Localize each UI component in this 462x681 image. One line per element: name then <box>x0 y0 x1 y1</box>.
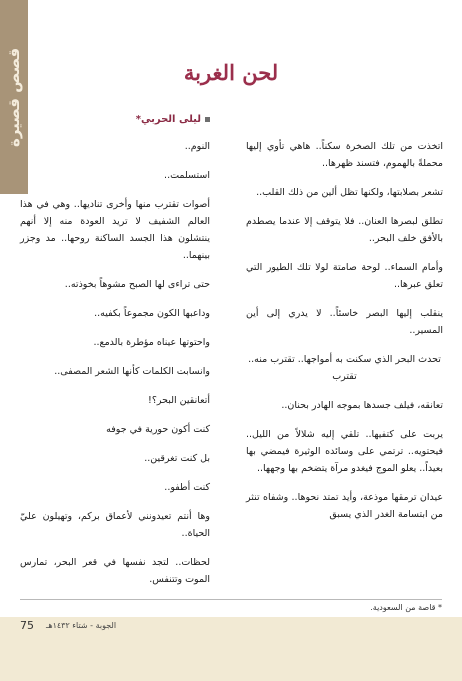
paragraph: أتعانقين البحر؟! <box>148 395 210 406</box>
paragraph: تحدث البحر الذي سكنت به أمواجها.. تقترب منه.. تقترب <box>248 354 441 382</box>
paragraph: وأمام السماء.. لوحة صامتة لولا تلك الطيور التي تعلق عبرها.. <box>246 262 443 290</box>
paragraph: واحتوتها عيناه مؤطرة بالدمع.. <box>93 337 210 348</box>
paragraph: حتى تراءى لها الصبح مشوهاً بخوذته.. <box>64 279 210 290</box>
author-line <box>20 114 210 125</box>
paragraph: تعانقه، فيلف جسدها بموجه الهادر بحنان.. <box>281 400 443 411</box>
page-number: 75 <box>20 619 34 632</box>
right-text-column <box>246 138 443 535</box>
paragraph: النوم.. <box>184 141 210 152</box>
paragraph: يربت على كتفيها.. تلقي إليه شلالاً من الليل.. فيحتويه.. ترتمي على وسائده الوثيرة فيمضي بها بعيداً.. يعلو الموج فيغدو مرآة يتضخم بها وجهها.. <box>246 429 443 474</box>
paragraph: وداعبها الكون مجموعاً بكفيه.. <box>94 308 210 319</box>
paragraph: تشعر بصلابتها، ولكنها تظل ألين من ذلك القلب.. <box>256 187 443 198</box>
paragraph: عيدان ترمقها موذعة، وأيد تمتد نحوها.. وشفاه تنثر من ابتسامة الغدر الذي يسبق <box>246 492 443 520</box>
paragraph: استسلمت.. <box>164 170 210 181</box>
paragraph: لحظات.. لتجد نفسها في قعر البحر، تمارس الموت وتتنفس. <box>20 557 210 585</box>
paragraph: وها أنتم تعيدونني لأعماق بركم، وتهيلون عليّ الحياة.. <box>20 511 210 539</box>
paragraph: أصوات تقترب منها وأخرى تناديها.. وهي في هذا العالم الشفيف لا تريد العودة منه إلا أنهم ينتشلون هذا الجسد الساكنة روحها.. مد وجزر بينهما.. <box>20 199 210 261</box>
paragraph: وانسابت الكلمات كأنها الشعر المصفى.. <box>54 366 210 377</box>
footnote: * قاصة من السعودية. <box>20 599 442 612</box>
section-label: قصص قصيرة <box>5 47 23 147</box>
paragraph: ينقلب إليها البصر خاسئاً.. لا يدري إلى أين المسير.. <box>246 308 443 336</box>
square-bullet-icon <box>205 117 210 122</box>
paragraph: كنت أكون حورية في جوفه <box>106 424 210 435</box>
paragraph: اتخذت من تلك الصخرة سكناً.. هاهي تأوي إليها محملةً بالهموم، فتسند ظهرها.. <box>246 141 443 169</box>
author-name: ليلى الحربي* <box>135 114 201 125</box>
journal-issue: الجوبة - شتاء ١٤٣٢هـ <box>46 621 117 630</box>
paragraph: بل كنت تغرقين.. <box>144 453 210 464</box>
left-text-column <box>20 138 210 600</box>
paragraph: كنت أطفو.. <box>164 482 210 493</box>
story-title: لحن الغربة <box>183 60 279 85</box>
paragraph: تطلق لبصرها العنان.. فلا يتوقف إلا عندما يصطدم بالأفق خلف البحر.. <box>246 216 443 244</box>
